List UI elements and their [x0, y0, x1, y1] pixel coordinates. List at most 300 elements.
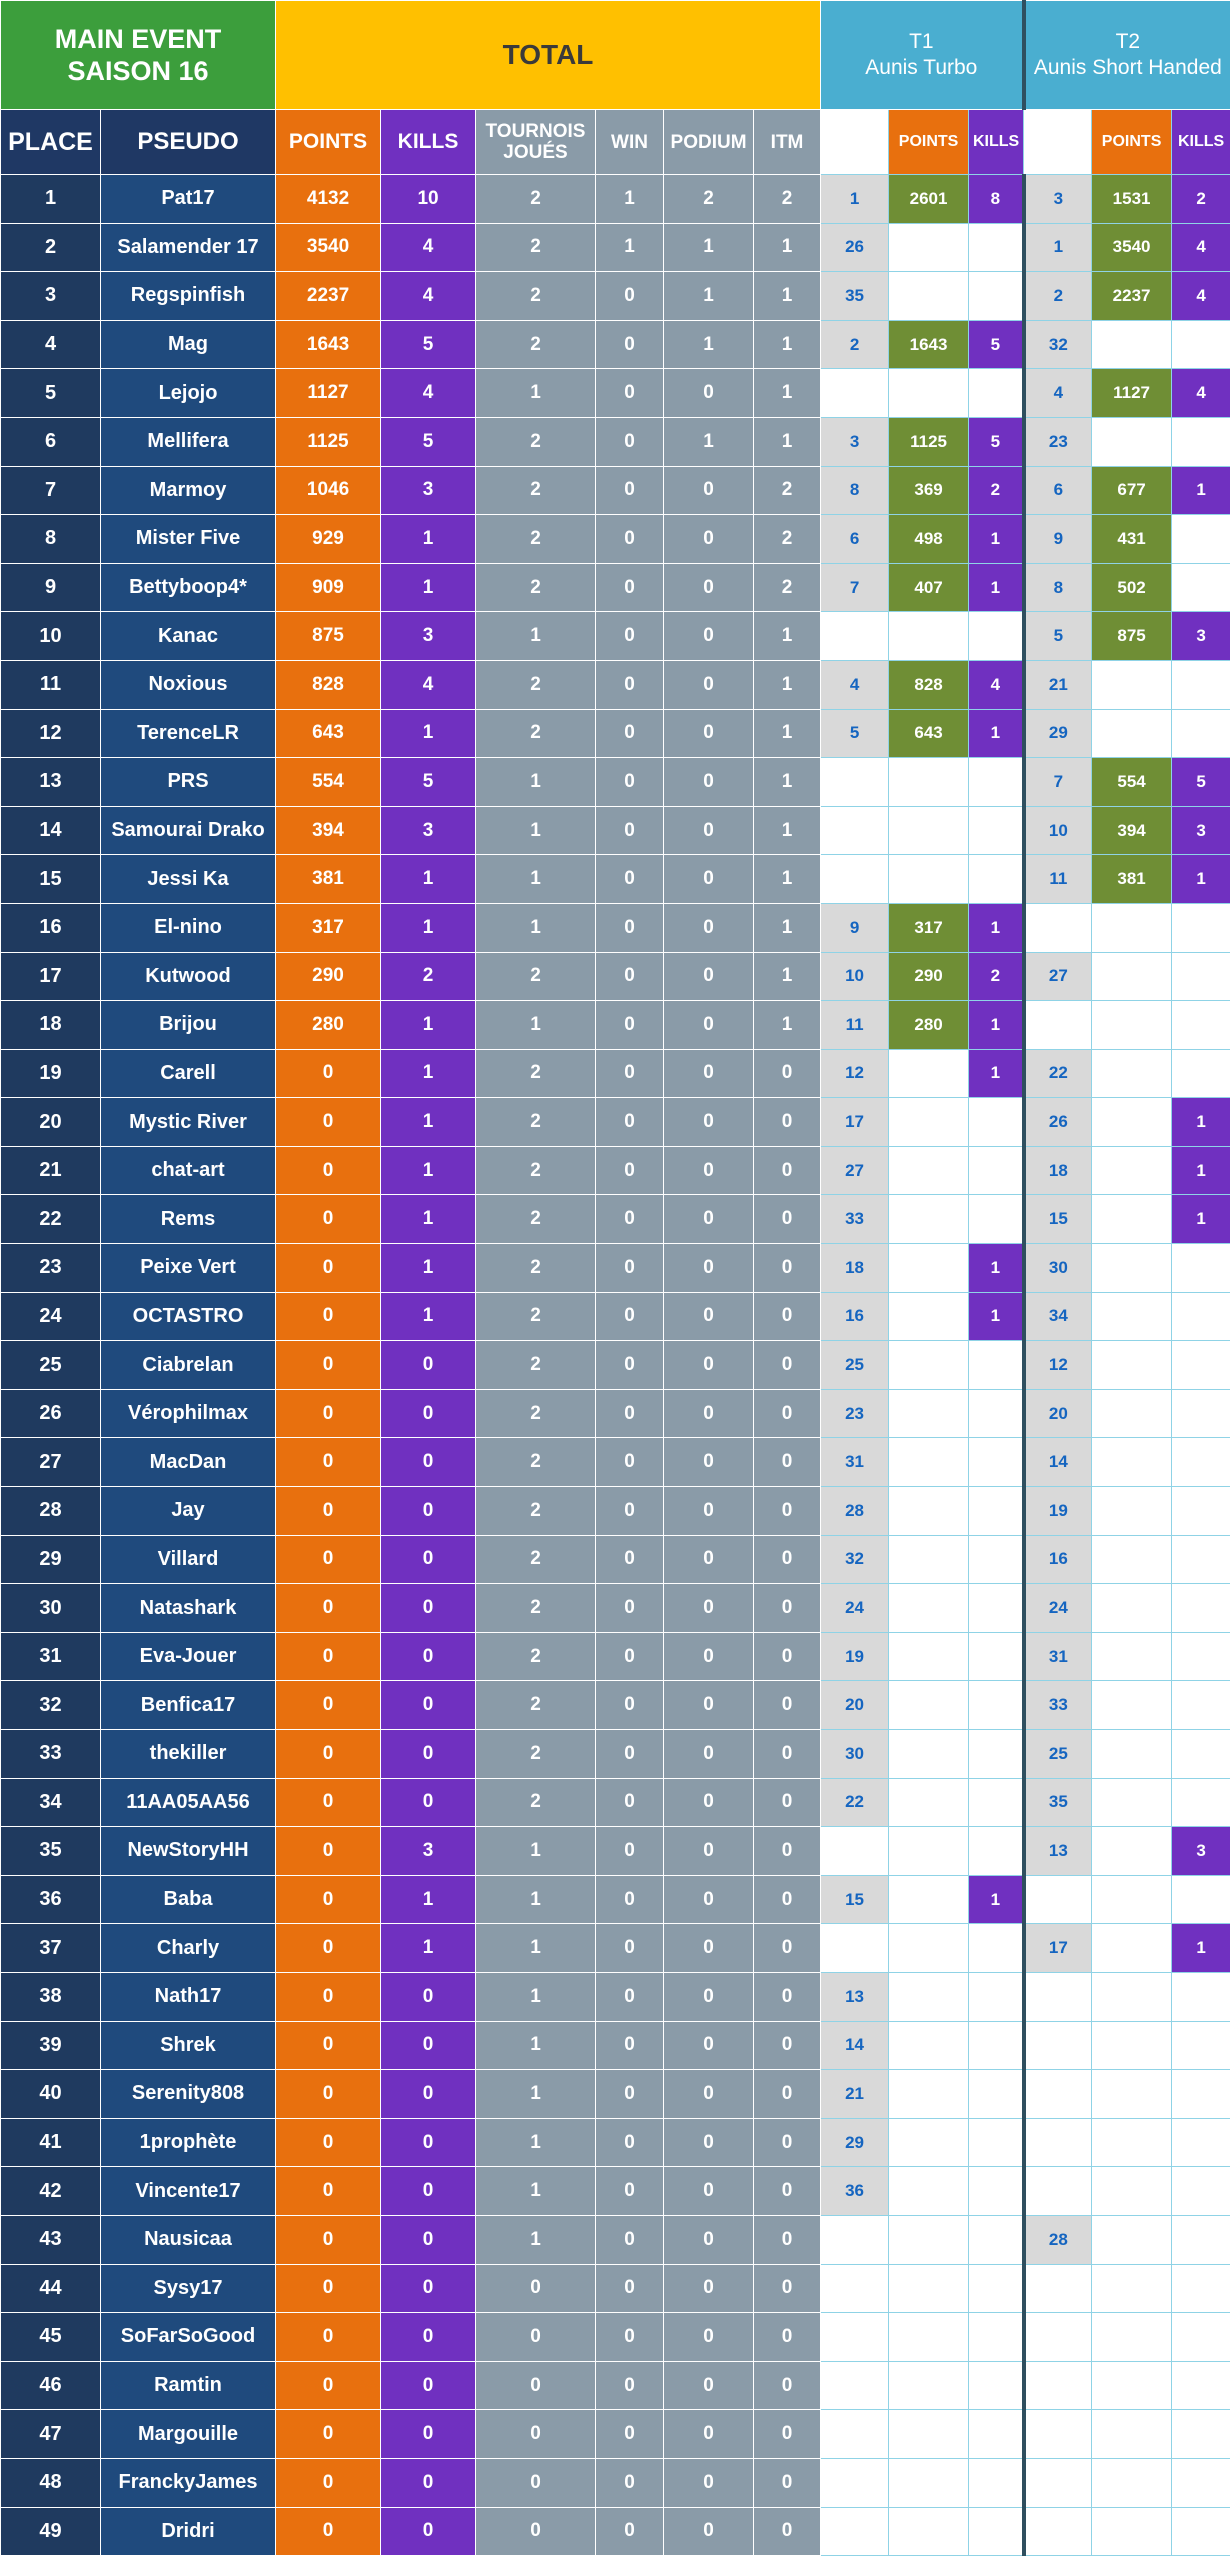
cell-t2-place: 3 — [1024, 175, 1092, 224]
cell-points: 0 — [276, 2361, 381, 2410]
cell-tournois: 1 — [476, 806, 596, 855]
cell-t2-kills: 1 — [1172, 1195, 1230, 1244]
cell-t2-kills — [1172, 1389, 1230, 1438]
cell-t1-points — [889, 1098, 969, 1147]
table-row — [1, 855, 1230, 904]
cell-t1-place: 24 — [821, 1584, 889, 1633]
col-header-t2-place: PLACE — [1024, 110, 1092, 175]
cell-itm: 1 — [754, 369, 821, 418]
cell-t2-kills — [1172, 709, 1230, 758]
cell-itm: 1 — [754, 417, 821, 466]
cell-pseudo: OCTASTRO — [101, 1292, 276, 1341]
cell-t1-points — [889, 1487, 969, 1536]
cell-place: 39 — [1, 2021, 101, 2070]
cell-place: 20 — [1, 1098, 101, 1147]
cell-itm: 0 — [754, 1972, 821, 2021]
cell-kills: 5 — [381, 417, 476, 466]
cell-pseudo: El-nino — [101, 903, 276, 952]
cell-win: 0 — [596, 1049, 664, 1098]
cell-tournois: 2 — [476, 660, 596, 709]
cell-pseudo: Baba — [101, 1875, 276, 1924]
cell-t2-kills: 5 — [1172, 758, 1230, 807]
cell-t2-place — [1024, 2167, 1092, 2216]
cell-t2-kills — [1172, 320, 1230, 369]
cell-points: 2237 — [276, 272, 381, 321]
cell-t2-kills: 4 — [1172, 369, 1230, 418]
cell-podium: 0 — [664, 2313, 754, 2362]
cell-pseudo: Salamender 17 — [101, 223, 276, 272]
cell-pseudo: Kutwood — [101, 952, 276, 1001]
cell-points: 0 — [276, 1438, 381, 1487]
table-row — [1, 1001, 1230, 1050]
cell-pseudo: Villard — [101, 1535, 276, 1584]
cell-t2-kills — [1172, 2167, 1230, 2216]
cell-points: 0 — [276, 2410, 381, 2459]
cell-win: 0 — [596, 855, 664, 904]
cell-t2-points — [1092, 1875, 1172, 1924]
cell-t1-kills: 4 — [969, 660, 1024, 709]
cell-t1-kills — [969, 1924, 1024, 1973]
cell-t2-kills — [1172, 2361, 1230, 2410]
cell-t1-points — [889, 1584, 969, 1633]
cell-t1-points — [889, 2070, 969, 2119]
cell-t2-place: 17 — [1024, 1924, 1092, 1973]
cell-tournois: 1 — [476, 1001, 596, 1050]
cell-podium: 0 — [664, 1001, 754, 1050]
cell-tournois: 2 — [476, 466, 596, 515]
cell-pseudo: FranckyJames — [101, 2458, 276, 2507]
cell-t2-kills — [1172, 2458, 1230, 2507]
cell-pseudo: Nausicaa — [101, 2215, 276, 2264]
cell-pseudo: Charly — [101, 1924, 276, 1973]
cell-t1-kills — [969, 1778, 1024, 1827]
cell-kills: 2 — [381, 952, 476, 1001]
cell-podium: 0 — [664, 1438, 754, 1487]
cell-t2-place — [1024, 2361, 1092, 2410]
cell-t2-place: 6 — [1024, 466, 1092, 515]
cell-t2-place: 7 — [1024, 758, 1092, 807]
cell-kills: 0 — [381, 1487, 476, 1536]
cell-t1-place: 14 — [821, 2021, 889, 2070]
cell-t1-points — [889, 1146, 969, 1195]
cell-place: 43 — [1, 2215, 101, 2264]
cell-t1-place: 7 — [821, 563, 889, 612]
table-row — [1, 2507, 1230, 2556]
cell-t2-kills — [1172, 1875, 1230, 1924]
event-title-line2: SAISON 16 — [67, 56, 209, 86]
col-header-t1-place: PLACE — [821, 110, 889, 175]
cell-place: 27 — [1, 1438, 101, 1487]
cell-t2-points — [1092, 1195, 1172, 1244]
cell-pseudo: Jessi Ka — [101, 855, 276, 904]
cell-points: 0 — [276, 2313, 381, 2362]
cell-tournois: 2 — [476, 1438, 596, 1487]
cell-place: 38 — [1, 1972, 101, 2021]
cell-points: 4132 — [276, 175, 381, 224]
cell-t1-place — [821, 2458, 889, 2507]
cell-t1-kills: 2 — [969, 952, 1024, 1001]
cell-place: 26 — [1, 1389, 101, 1438]
cell-t2-kills: 1 — [1172, 1098, 1230, 1147]
cell-pseudo: Eva-Jouer — [101, 1632, 276, 1681]
cell-tournois: 2 — [476, 417, 596, 466]
cell-win: 0 — [596, 952, 664, 1001]
cell-podium: 0 — [664, 1049, 754, 1098]
cell-itm: 1 — [754, 660, 821, 709]
cell-podium: 0 — [664, 1632, 754, 1681]
cell-t2-points — [1092, 2264, 1172, 2313]
cell-pseudo: Kanac — [101, 612, 276, 661]
cell-t2-kills: 3 — [1172, 806, 1230, 855]
cell-t2-kills: 3 — [1172, 1827, 1230, 1876]
cell-kills: 0 — [381, 2264, 476, 2313]
cell-pseudo: Noxious — [101, 660, 276, 709]
cell-t2-points — [1092, 1098, 1172, 1147]
header-row-columns — [1, 110, 1230, 175]
cell-win: 0 — [596, 1924, 664, 1973]
cell-t2-points — [1092, 2458, 1172, 2507]
cell-place: 18 — [1, 1001, 101, 1050]
cell-t1-kills — [969, 369, 1024, 418]
cell-podium: 0 — [664, 2215, 754, 2264]
table-row — [1, 369, 1230, 418]
cell-win: 0 — [596, 320, 664, 369]
cell-t1-points — [889, 1292, 969, 1341]
cell-t1-place: 25 — [821, 1341, 889, 1390]
cell-t1-place: 23 — [821, 1389, 889, 1438]
cell-podium: 0 — [664, 709, 754, 758]
cell-tournois: 1 — [476, 1827, 596, 1876]
cell-pseudo: Regspinfish — [101, 272, 276, 321]
cell-kills: 0 — [381, 1389, 476, 1438]
cell-t1-place: 2 — [821, 320, 889, 369]
cell-t1-points — [889, 2410, 969, 2459]
cell-t2-place — [1024, 2264, 1092, 2313]
cell-itm: 0 — [754, 1487, 821, 1536]
col-header-tournois: TOURNOIS JOUÉS — [476, 110, 596, 175]
cell-tournois: 2 — [476, 175, 596, 224]
cell-t2-points: 394 — [1092, 806, 1172, 855]
cell-itm: 0 — [754, 1098, 821, 1147]
cell-place: 40 — [1, 2070, 101, 2119]
cell-t1-points — [889, 2361, 969, 2410]
cell-podium: 0 — [664, 2070, 754, 2119]
t2-subtitle: Aunis Short Handed — [1033, 56, 1222, 79]
cell-t1-kills — [969, 1827, 1024, 1876]
cell-t2-kills: 2 — [1172, 175, 1230, 224]
cell-win: 0 — [596, 272, 664, 321]
cell-tournois: 0 — [476, 2410, 596, 2459]
cell-t1-place: 3 — [821, 417, 889, 466]
cell-kills: 1 — [381, 1924, 476, 1973]
cell-t1-kills: 2 — [969, 466, 1024, 515]
cell-pseudo: Dridri — [101, 2507, 276, 2556]
cell-t1-place — [821, 1924, 889, 1973]
cell-place: 36 — [1, 1875, 101, 1924]
cell-t1-place: 1 — [821, 175, 889, 224]
cell-win: 0 — [596, 1778, 664, 1827]
cell-t2-points — [1092, 1681, 1172, 1730]
cell-place: 19 — [1, 1049, 101, 1098]
cell-kills: 1 — [381, 1146, 476, 1195]
cell-t2-points — [1092, 1341, 1172, 1390]
cell-t2-place: 14 — [1024, 1438, 1092, 1487]
cell-pseudo: Samourai Drako — [101, 806, 276, 855]
cell-points: 0 — [276, 1681, 381, 1730]
cell-points: 381 — [276, 855, 381, 904]
cell-t1-points: 828 — [889, 660, 969, 709]
table-row — [1, 515, 1230, 564]
cell-podium: 0 — [664, 612, 754, 661]
cell-place: 48 — [1, 2458, 101, 2507]
cell-win: 0 — [596, 612, 664, 661]
cell-t1-place: 36 — [821, 2167, 889, 2216]
cell-kills: 1 — [381, 1875, 476, 1924]
cell-pseudo: PRS — [101, 758, 276, 807]
cell-place: 42 — [1, 2167, 101, 2216]
cell-itm: 0 — [754, 1049, 821, 1098]
cell-t1-kills: 1 — [969, 1292, 1024, 1341]
cell-kills: 0 — [381, 2313, 476, 2362]
cell-points: 0 — [276, 1778, 381, 1827]
cell-t2-place — [1024, 1875, 1092, 1924]
cell-itm: 1 — [754, 903, 821, 952]
cell-t2-points: 677 — [1092, 466, 1172, 515]
table-row — [1, 1584, 1230, 1633]
cell-kills: 3 — [381, 612, 476, 661]
cell-t1-kills — [969, 612, 1024, 661]
cell-t2-place: 29 — [1024, 709, 1092, 758]
cell-tournois: 1 — [476, 1972, 596, 2021]
cell-tournois: 2 — [476, 1584, 596, 1633]
table-row — [1, 2118, 1230, 2167]
cell-t2-points: 431 — [1092, 515, 1172, 564]
cell-tournois: 2 — [476, 1681, 596, 1730]
cell-place: 17 — [1, 952, 101, 1001]
cell-kills: 0 — [381, 1632, 476, 1681]
cell-place: 34 — [1, 1778, 101, 1827]
cell-podium: 0 — [664, 1924, 754, 1973]
t1-subtitle: Aunis Turbo — [865, 56, 978, 79]
cell-points: 0 — [276, 2070, 381, 2119]
cell-pseudo: Mister Five — [101, 515, 276, 564]
cell-t1-place — [821, 855, 889, 904]
cell-t1-kills — [969, 2410, 1024, 2459]
table-row — [1, 2264, 1230, 2313]
cell-t2-place — [1024, 2118, 1092, 2167]
cell-itm: 0 — [754, 1535, 821, 1584]
cell-t1-place — [821, 758, 889, 807]
cell-tournois: 2 — [476, 1389, 596, 1438]
t1-name: T1 — [909, 30, 934, 53]
cell-tournois: 2 — [476, 515, 596, 564]
cell-pseudo: Rems — [101, 1195, 276, 1244]
cell-pseudo: Mystic River — [101, 1098, 276, 1147]
cell-podium: 0 — [664, 1730, 754, 1779]
cell-t1-place: 18 — [821, 1244, 889, 1293]
cell-pseudo: Mellifera — [101, 417, 276, 466]
cell-t1-kills: 1 — [969, 1244, 1024, 1293]
cell-t2-kills — [1172, 1341, 1230, 1390]
cell-t2-place: 24 — [1024, 1584, 1092, 1633]
cell-place: 12 — [1, 709, 101, 758]
cell-t1-kills — [969, 2070, 1024, 2119]
cell-itm: 0 — [754, 1924, 821, 1973]
cell-points: 909 — [276, 563, 381, 612]
cell-place: 3 — [1, 272, 101, 321]
cell-kills: 1 — [381, 855, 476, 904]
cell-t2-points — [1092, 1389, 1172, 1438]
cell-podium: 0 — [664, 2507, 754, 2556]
cell-t1-kills — [969, 855, 1024, 904]
cell-t2-place — [1024, 2021, 1092, 2070]
cell-t2-points — [1092, 1535, 1172, 1584]
cell-itm: 1 — [754, 223, 821, 272]
table-row — [1, 758, 1230, 807]
cell-tournois: 2 — [476, 952, 596, 1001]
table-row — [1, 2070, 1230, 2119]
cell-itm: 0 — [754, 2361, 821, 2410]
cell-podium: 0 — [664, 466, 754, 515]
cell-t2-points: 554 — [1092, 758, 1172, 807]
cell-podium: 1 — [664, 272, 754, 321]
cell-win: 0 — [596, 758, 664, 807]
cell-t2-kills — [1172, 1632, 1230, 1681]
cell-podium: 0 — [664, 2167, 754, 2216]
cell-t2-points: 1127 — [1092, 369, 1172, 418]
cell-podium: 0 — [664, 1778, 754, 1827]
cell-podium: 0 — [664, 1827, 754, 1876]
cell-pseudo: Vincente17 — [101, 2167, 276, 2216]
cell-t2-points — [1092, 2070, 1172, 2119]
cell-win: 0 — [596, 1098, 664, 1147]
cell-kills: 1 — [381, 1292, 476, 1341]
cell-itm: 0 — [754, 1195, 821, 1244]
cell-win: 0 — [596, 2118, 664, 2167]
cell-t2-place: 2 — [1024, 272, 1092, 321]
cell-place: 49 — [1, 2507, 101, 2556]
cell-t1-points — [889, 2167, 969, 2216]
cell-t1-kills — [969, 2215, 1024, 2264]
cell-win: 0 — [596, 806, 664, 855]
cell-win: 0 — [596, 369, 664, 418]
cell-win: 0 — [596, 1681, 664, 1730]
cell-win: 0 — [596, 1535, 664, 1584]
cell-t1-points: 1125 — [889, 417, 969, 466]
cell-t1-points — [889, 1049, 969, 1098]
cell-t2-points — [1092, 1487, 1172, 1536]
cell-t2-points — [1092, 660, 1172, 709]
col-header-t1-kills: KILLS — [969, 110, 1024, 175]
cell-t1-kills — [969, 2167, 1024, 2216]
cell-kills: 0 — [381, 2021, 476, 2070]
cell-kills: 0 — [381, 2070, 476, 2119]
cell-itm: 1 — [754, 709, 821, 758]
cell-t1-points — [889, 2264, 969, 2313]
table-row — [1, 1632, 1230, 1681]
cell-t2-place: 12 — [1024, 1341, 1092, 1390]
cell-win: 0 — [596, 1438, 664, 1487]
cell-tournois: 2 — [476, 1632, 596, 1681]
cell-tournois: 2 — [476, 709, 596, 758]
cell-t2-place: 9 — [1024, 515, 1092, 564]
cell-podium: 2 — [664, 175, 754, 224]
cell-itm: 0 — [754, 2215, 821, 2264]
cell-pseudo: Natashark — [101, 1584, 276, 1633]
cell-t1-kills — [969, 2361, 1024, 2410]
cell-t1-kills — [969, 1584, 1024, 1633]
cell-itm: 1 — [754, 612, 821, 661]
cell-t1-kills — [969, 1438, 1024, 1487]
cell-t1-points: 498 — [889, 515, 969, 564]
cell-tournois: 1 — [476, 2215, 596, 2264]
cell-points: 0 — [276, 1972, 381, 2021]
cell-points: 0 — [276, 1827, 381, 1876]
cell-win: 0 — [596, 2264, 664, 2313]
cell-t2-place: 32 — [1024, 320, 1092, 369]
cell-place: 7 — [1, 466, 101, 515]
cell-pseudo: chat-art — [101, 1146, 276, 1195]
col-header-points: POINTS — [276, 110, 381, 175]
cell-itm: 0 — [754, 2118, 821, 2167]
table-row — [1, 1049, 1230, 1098]
cell-t2-points — [1092, 1244, 1172, 1293]
cell-podium: 0 — [664, 1681, 754, 1730]
cell-win: 0 — [596, 2167, 664, 2216]
cell-t2-points — [1092, 2118, 1172, 2167]
cell-t1-place: 13 — [821, 1972, 889, 2021]
cell-points: 1046 — [276, 466, 381, 515]
cell-itm: 2 — [754, 563, 821, 612]
cell-podium: 0 — [664, 1146, 754, 1195]
cell-kills: 5 — [381, 320, 476, 369]
cell-t1-kills: 5 — [969, 417, 1024, 466]
table-row — [1, 1438, 1230, 1487]
cell-itm: 0 — [754, 2458, 821, 2507]
cell-place: 30 — [1, 1584, 101, 1633]
cell-itm: 0 — [754, 2313, 821, 2362]
cell-tournois: 1 — [476, 2167, 596, 2216]
cell-win: 0 — [596, 1244, 664, 1293]
cell-place: 15 — [1, 855, 101, 904]
cell-points: 0 — [276, 2264, 381, 2313]
cell-itm: 0 — [754, 1292, 821, 1341]
cell-tournois: 2 — [476, 1341, 596, 1390]
cell-win: 1 — [596, 175, 664, 224]
cell-win: 0 — [596, 417, 664, 466]
cell-pseudo: Brijou — [101, 1001, 276, 1050]
cell-t1-kills — [969, 2313, 1024, 2362]
cell-itm: 1 — [754, 758, 821, 807]
cell-t2-place: 26 — [1024, 1098, 1092, 1147]
cell-win: 0 — [596, 1875, 664, 1924]
cell-points: 280 — [276, 1001, 381, 1050]
cell-t1-place: 17 — [821, 1098, 889, 1147]
cell-t1-place: 20 — [821, 1681, 889, 1730]
cell-place: 35 — [1, 1827, 101, 1876]
cell-place: 32 — [1, 1681, 101, 1730]
cell-t2-place — [1024, 903, 1092, 952]
cell-kills: 1 — [381, 1049, 476, 1098]
cell-place: 8 — [1, 515, 101, 564]
cell-t1-points — [889, 272, 969, 321]
cell-kills: 0 — [381, 1972, 476, 2021]
col-header-t2-kills: KILLS — [1172, 110, 1230, 175]
cell-podium: 0 — [664, 2264, 754, 2313]
table-row — [1, 1195, 1230, 1244]
cell-t2-place: 25 — [1024, 1730, 1092, 1779]
table-row — [1, 2458, 1230, 2507]
